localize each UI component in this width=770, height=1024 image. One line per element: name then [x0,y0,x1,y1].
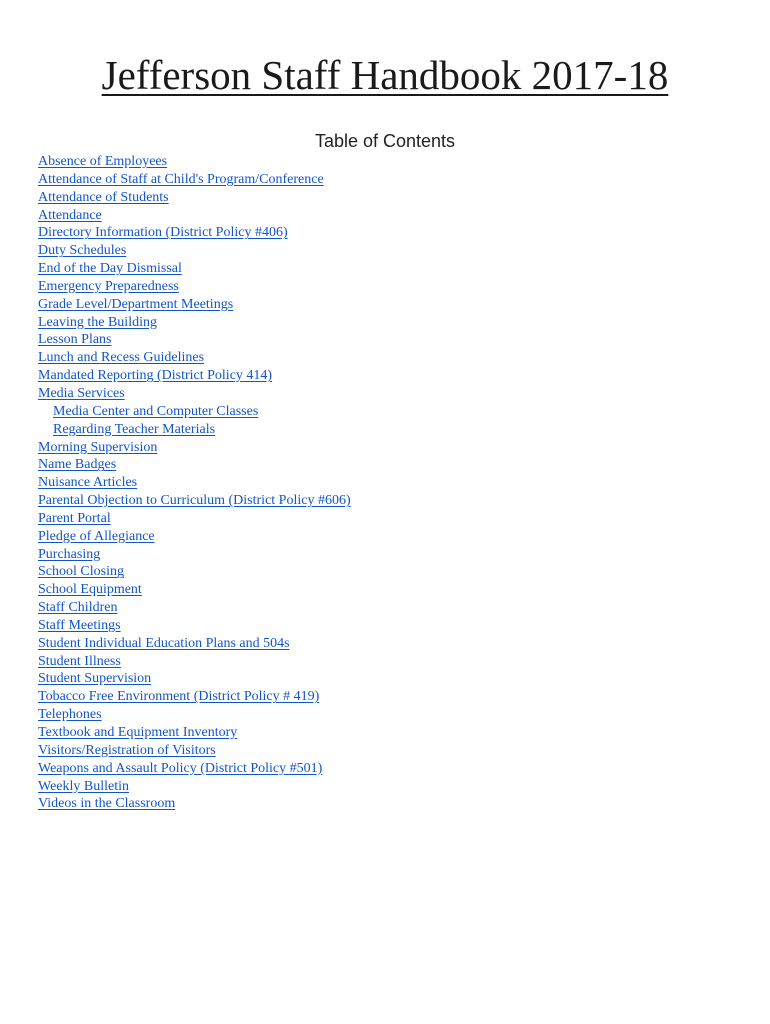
toc-link[interactable]: Parental Objection to Curriculum (District Policy #606) [38,493,351,509]
toc-link[interactable]: Media Services [38,385,125,401]
toc-item [38,385,351,403]
toc-link[interactable]: Student Supervision [38,671,152,687]
toc-link[interactable]: Emergency Preparedness [38,278,179,294]
toc-link[interactable]: Attendance of Staff at Child's Program/Conference [38,171,324,187]
toc-link[interactable]: Student Individual Education Plans and 504s [38,635,290,651]
toc-link[interactable]: Videos in the Classroom [38,796,176,812]
toc-link[interactable]: Tobacco Free Environment (District Policy # 419) [38,689,320,705]
toc-item [38,314,351,332]
toc-item [38,439,351,457]
toc-item [38,760,351,778]
toc-item [38,688,351,706]
toc-item [38,724,351,742]
toc-link[interactable]: Parent Portal [38,510,111,526]
toc-item [38,456,351,474]
toc-item [38,189,351,207]
toc-link[interactable]: Lunch and Recess Guidelines [38,350,205,366]
toc-link[interactable]: Duty Schedules [38,243,127,259]
toc-item [38,224,351,242]
toc-link[interactable]: Student Illness [38,653,121,669]
toc-item [38,617,351,635]
toc-item [38,670,351,688]
toc-item [38,153,351,171]
toc-link[interactable]: Weekly Bulletin [38,778,130,794]
toc-link[interactable]: Weapons and Assault Policy (District Policy #501) [38,760,323,776]
toc-link[interactable]: Leaving the Building [38,314,157,330]
toc-link[interactable]: Nuisance Articles [38,475,138,491]
toc-item [38,528,351,546]
toc-item [38,367,351,385]
toc-item [38,474,351,492]
toc-item [38,296,351,314]
toc-item [38,581,351,599]
toc-item [38,795,351,813]
toc-link[interactable]: Directory Information (District Policy #406) [38,225,288,241]
toc-link[interactable]: Pledge of Allegiance [38,528,155,544]
document-title: Jefferson Staff Handbook 2017-18 [101,52,669,98]
toc-link[interactable]: Grade Level/Department Meetings [38,296,234,312]
toc-link[interactable]: Mandated Reporting (District Policy 414) [38,368,273,384]
toc-link[interactable]: School Equipment [38,582,142,598]
toc-link[interactable]: Media Center and Computer Classes [53,403,259,419]
toc-link[interactable]: Attendance of Students [38,189,169,205]
toc-link[interactable]: Attendance [38,207,102,223]
toc-link[interactable]: Visitors/Registration of Visitors [38,742,216,758]
toc-item [38,510,351,528]
toc-subitem [38,421,351,439]
toc-item [38,260,351,278]
toc-item [38,742,351,760]
toc-link[interactable]: Morning Supervision [38,439,158,455]
toc-item [38,599,351,617]
toc-item [38,778,351,796]
toc-heading: Table of Contents [314,131,456,151]
toc-item [38,242,351,260]
toc-link[interactable]: Regarding Teacher Materials [53,421,216,437]
toc-link[interactable]: Lesson Plans [38,332,112,348]
toc-item [38,563,351,581]
toc-link[interactable]: School Closing [38,564,124,580]
toc-link[interactable]: Staff Children [38,600,118,616]
toc-item [38,706,351,724]
toc-item [38,653,351,671]
toc-item [38,207,351,225]
toc-link[interactable]: Staff Meetings [38,617,121,633]
toc-link[interactable]: Absence of Employees [38,154,168,169]
toc-subitem [38,403,351,421]
toc-link[interactable]: End of the Day Dismissal [38,261,182,277]
table-of-contents [38,153,351,813]
toc-item [38,171,351,189]
toc-item [38,349,351,367]
toc-link[interactable]: Telephones [38,707,102,723]
toc-link[interactable]: Purchasing [38,546,101,562]
toc-link[interactable]: Textbook and Equipment Inventory [38,725,238,740]
toc-item [38,635,351,653]
toc-item [38,492,351,510]
toc-item [38,546,351,564]
toc-item [38,278,351,296]
toc-link[interactable]: Name Badges [38,457,117,473]
toc-item [38,331,351,349]
